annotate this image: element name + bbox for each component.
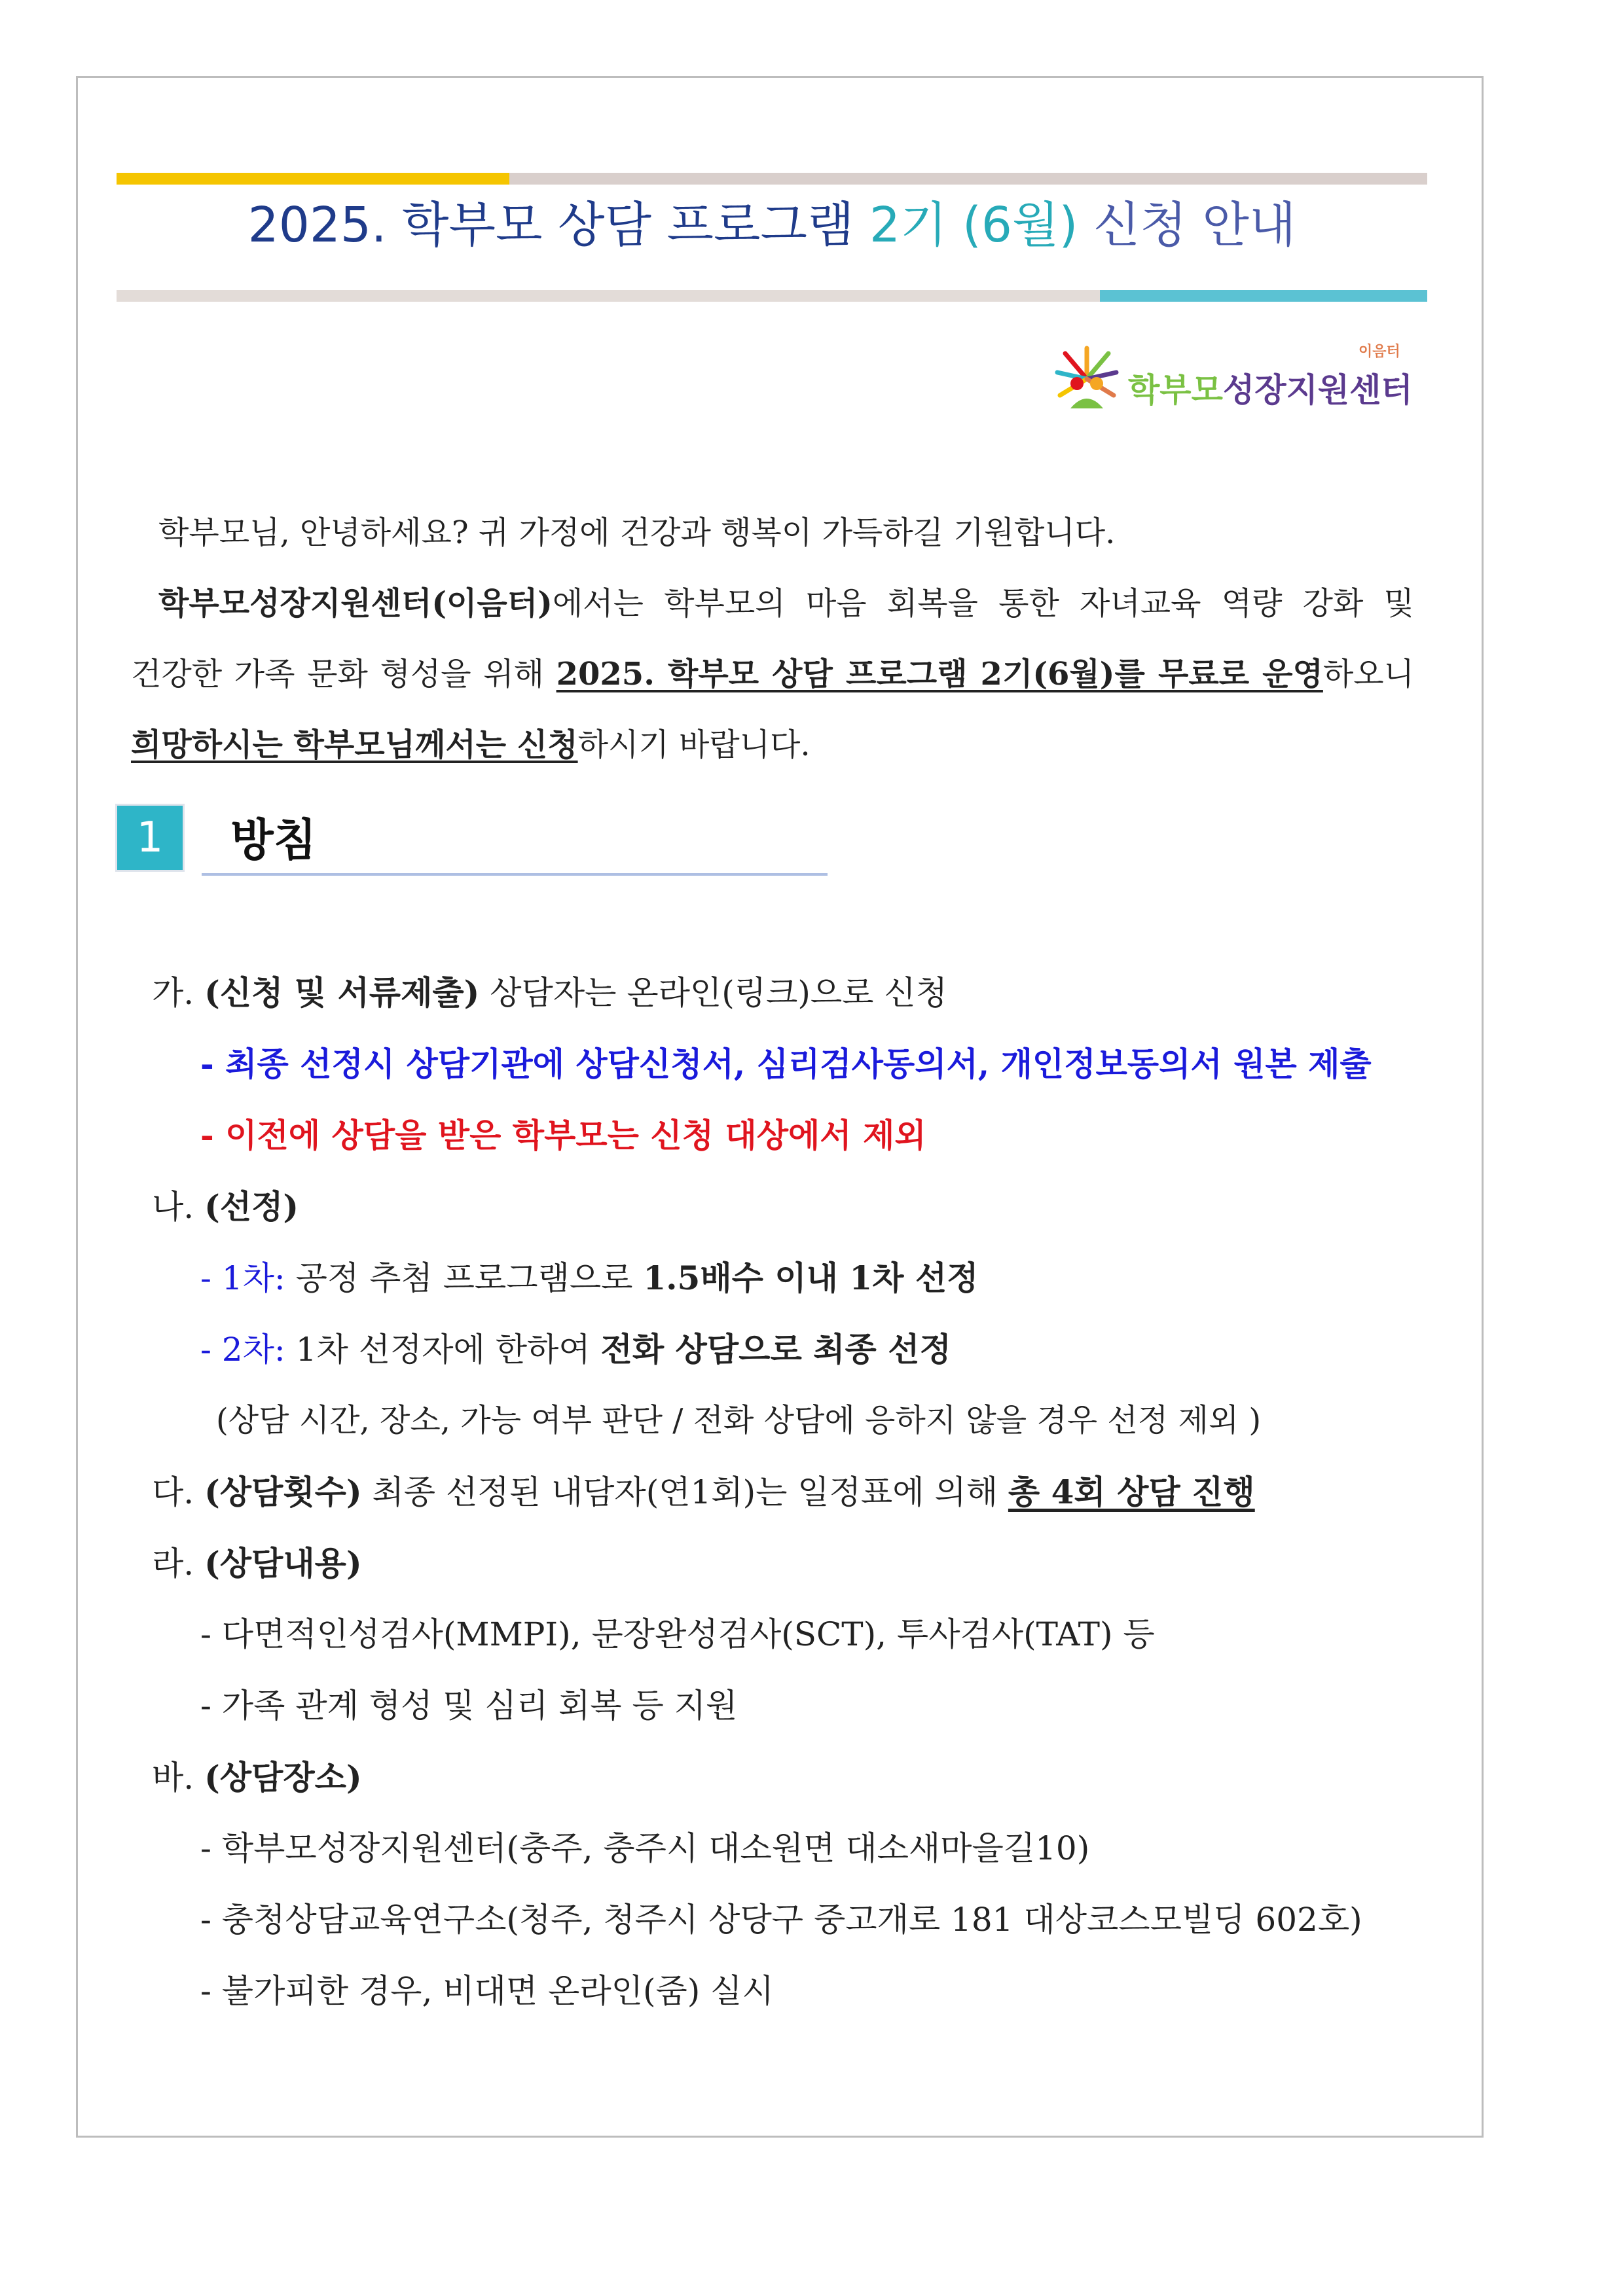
- intro-line-2: 학부모성장지원센터(이음터)에서는 학부모의 마음 회복을 통한 자녀교육 역량 강화 및: [158, 585, 1414, 622]
- section-title: 방침: [230, 815, 317, 867]
- list-item: 라. (상담내용): [152, 1544, 362, 1583]
- title-main: 2025. 학부모 상담 프로그램: [247, 197, 869, 253]
- list-subitem: - 다면적인성검사(MMPI), 문장완성검사(SCT), 투사검사(TAT) 등: [200, 1615, 1155, 1653]
- title-suffix: 신청 안내: [1078, 197, 1296, 253]
- center-logo: [1051, 340, 1417, 419]
- section-underline: [202, 873, 828, 876]
- section-number: 1: [115, 804, 185, 872]
- intro-line-3: 건강한 가족 문화 형성을 위해 2025. 학부모 상담 프로그램 2기(6월)를 무료로 운영하오니: [131, 656, 1414, 692]
- logo-text: 학부모성장지원센터: [1128, 371, 1413, 409]
- list-subitem: - 1차: 공정 추첨 프로그램으로 1.5배수 이내 1차 선정: [200, 1259, 979, 1297]
- list-subitem: - 충청상담교육연구소(청주, 청주시 상당구 중고개로 181 대상코스모빌딩 602호): [200, 1901, 1362, 1939]
- list-subitem: - 이전에 상담을 받은 학부모는 신청 대상에서 제외: [200, 1116, 926, 1155]
- page-title: [117, 196, 1427, 255]
- section-header: [115, 804, 704, 876]
- logo-badge: 이음터: [1359, 344, 1400, 360]
- policy-list: [152, 957, 1435, 2027]
- header-bar-taupe-bottom: [117, 290, 1100, 302]
- list-note: (상담 시간, 장소, 가능 여부 판단 / 전화 상담에 응하지 않을 경우 선정 제외 ): [216, 1402, 1262, 1439]
- list-subitem: - 최종 선정시 상담기관에 상담신청서, 심리검사동의서, 개인정보동의서 원본 제출: [200, 1045, 1372, 1083]
- list-item: 바. (상담장소): [152, 1758, 362, 1797]
- intro-paragraph: [131, 497, 1414, 780]
- header-bar-teal: [1100, 290, 1427, 302]
- list-item: 나. (선정): [152, 1187, 299, 1226]
- intro-line-1: 학부모님, 안녕하세요? 귀 가정에 건강과 행복이 가득하길 기원합니다.: [158, 514, 1116, 551]
- list-item: 가. (신청 및 서류제출) 상담자는 온라인(링크)으로 신청: [152, 973, 947, 1012]
- list-subitem: - 가족 관계 형성 및 심리 회복 등 지원: [200, 1687, 738, 1725]
- list-subitem: - 학부모성장지원센터(충주, 충주시 대소원면 대소새마을길10): [200, 1829, 1090, 1867]
- people-burst-icon: [1051, 343, 1123, 415]
- header-bar-yellow: [117, 173, 509, 185]
- header-bar-taupe: [509, 173, 1427, 185]
- title-term: 2기 (6월): [869, 197, 1078, 253]
- list-subitem: - 불가피한 경우, 비대면 온라인(줌) 실시: [200, 1972, 774, 2010]
- list-subitem: - 2차: 1차 선정자에 한하여 전화 상담으로 최종 선정: [200, 1330, 951, 1369]
- intro-line-4: 희망하시는 학부모님께서는 신청하시기 바랍니다.: [131, 726, 811, 763]
- list-item: 다. (상담횟수) 최종 선정된 내담자(연1회)는 일정표에 의해 총 4회 상담 진행: [152, 1473, 1255, 1511]
